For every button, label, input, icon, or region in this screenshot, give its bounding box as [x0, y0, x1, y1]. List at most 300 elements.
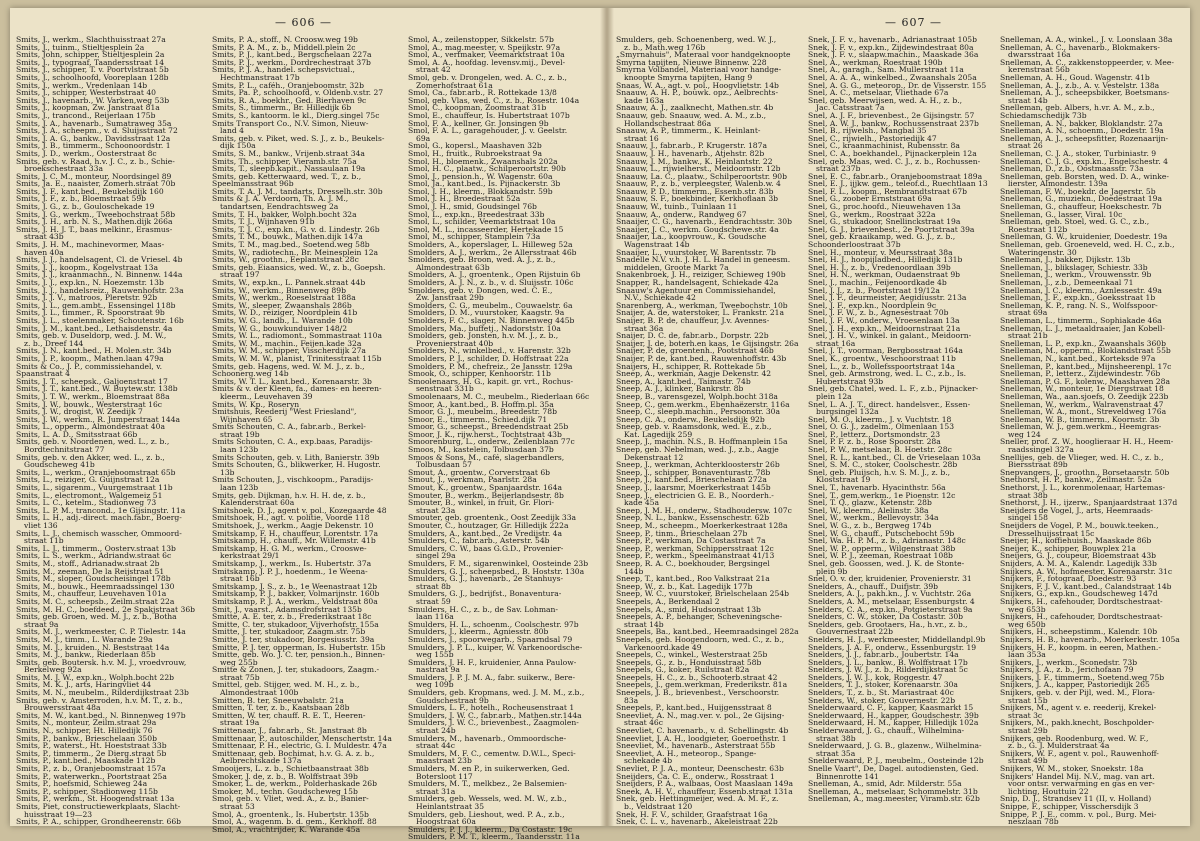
directory-entry: kerenstraat 56b	[1008, 65, 1070, 75]
directory-entry: Snel, J. F., exp.kn., Noordplein 9c	[808, 300, 937, 310]
directory-entry: Sneek, A. H. V., chauffeur, Essenb.straat 131a	[616, 786, 793, 796]
directory-entry: Sneijer, H., koffiehuish., Maaskade 86b	[1000, 536, 1152, 546]
directory-entry: Snel, C., rijwielh., Pastoriedijk 47	[808, 133, 937, 143]
directory-entry: straat 197	[220, 270, 260, 280]
directory-entry: dijk 150a	[220, 141, 256, 151]
directory-entry: Smol, J., pension.h., W. Wagenstr. 60a	[408, 171, 553, 181]
directory-entry: Smits, L. C., ketelm., Stadionweg 73	[16, 498, 157, 508]
directory-entry: Smits, W. M., schipper, Visscherdijk 27a	[212, 346, 366, 356]
directory-entry: Snel, A. A. A., winkelbed., Zwaanshals 205a	[808, 72, 977, 82]
directory-entry: Snelders, T., z. b., St. Mariastraat 40c	[808, 688, 954, 698]
directory-entry: Snel, Wa. H. P. M., z. b., Adrianastr. 148c	[808, 536, 966, 546]
directory-entry: Snel, F. L., koopm., Rembrandtstraat 67b	[808, 186, 967, 196]
directory-entry: Snaauw, P., z. b., verpleegster, Walenb.w. 4	[616, 179, 781, 189]
directory-entry: Snijkers, W. F., agent v. pol., Rauwenhoff-	[1000, 748, 1159, 758]
directory-entry: Snelleman, L. P., exp.kn., Zwaanshals 360b	[1000, 338, 1166, 348]
directory-entry: Snel, B., rijwelsh., Mangbal 35	[808, 126, 927, 136]
directory-entry: Snel, G. J., brievenbest., 2e Poortstraat 39a	[808, 224, 975, 234]
directory-entry: Smits, Piet, constructiewerkplaats, Slacht-	[16, 801, 181, 811]
directory-entry: Smolders, A. J., groentenk., Open Rijstuin 6b	[408, 270, 581, 280]
directory-entry: straat 42	[416, 65, 451, 75]
directory-entry: Smolders, A. J. N., z. b., v. d. Sluijsstr. 106c	[408, 278, 574, 287]
directory-entry: Smolders, F. C., slager, N. Binnenweg 445b	[408, 315, 575, 325]
directory-entry: Smits, geb. v. den Akker, wed. L., z. b.,	[16, 452, 165, 462]
directory-entry: Sneller, prof. Z. W., hooglieraar H. H., Heem-	[1000, 437, 1174, 447]
directory-entry: Smits, J. W., werkm., R. Jumperstraat 144a	[16, 414, 181, 424]
directory-entry: Snel, geb. Meerwijsen, wed. A. H., z. b.,	[808, 95, 963, 105]
directory-entry: Smits & Co., J. P., commissiehandel, v.	[16, 361, 163, 371]
directory-entry: land 4	[220, 126, 244, 136]
directory-entry: Snel, C. A., boekhandel., Pijnackerplein 12a	[808, 148, 977, 158]
directory-entry: Snelders, H. J., werkmeester, Middellandpl.9b	[808, 634, 986, 644]
directory-entry: Goudschestraat 9b	[416, 695, 489, 705]
directory-entry: Sneep, J., electricien G. E. B., Noorderh.-	[616, 490, 774, 500]
directory-entry: Smits, geb. Groen, wed. M. J., z. b., Botha	[16, 612, 177, 622]
directory-entry: Smits Schouten, G., blikwerker, H. Hugostr.	[212, 460, 381, 470]
directory-entry: Snel, P. W., metselaar, B. Hoetstr. 28c	[808, 445, 952, 455]
directory-entry: Smits, J., werkm., Vredenlaan 14b	[16, 80, 148, 90]
directory-entry: Smits, J., werkm., Slachthuisstraat 27a	[16, 35, 166, 44]
directory-entry: Snijkers, J., werkm., Sconedstr. 73b	[1000, 657, 1138, 667]
directory-entry: Snethorst, J. H., ijzerw., Spanjaardstraat 137d	[1000, 498, 1178, 508]
directory-entry: Smits, L. A. D., Smitsstraat 66b	[16, 429, 138, 439]
directory-entry: Smol, J. H., kleerm., Blokkandstr. 59b	[408, 186, 553, 196]
directory-entry: Smits, S., kantoorm. le kl., Dierg.singel 75c	[212, 110, 380, 120]
directory-entry: Smitten, T. ter, z. b., Kaatsbaan 28b	[212, 703, 350, 713]
directory-entry: straat 23a	[416, 505, 456, 515]
directory-entry: Snel, A. J. F., brievenbest., 2e Gijsingstr. 57	[808, 110, 975, 120]
directory-entry: straat 19b	[220, 429, 260, 439]
directory-entry: Snelleman, M., opperm., Bloklandstraat 55b	[1000, 346, 1171, 356]
directory-entry: Snel, J. J., z. b., Poortstraat 19/12a	[808, 285, 940, 295]
directory-entry: Snaijer, J. de, boterh.en kaas, 1e Gijsingstr. 26a	[616, 338, 799, 348]
directory-entry: Snijkers, H., cafehouder, Dordtschestraat-	[1000, 596, 1163, 606]
directory-entry: Smol, Ca., fabr.arb., R. Rottekade 13/8	[408, 88, 557, 98]
directory-entry: Snek, J. F. v., slaapw.machin., Maaskade 36a	[808, 50, 979, 60]
directory-entry: Smits, geb. v. Amsterroden, h.v. M. T., z. b.,	[16, 695, 183, 705]
directory-entry: Sneep, J., machin. N.S., B. Hoffmanplein 15a	[616, 437, 788, 447]
directory-entry: straat 36a	[624, 323, 664, 333]
directory-entry: Snel, T. Q., glazw., Ketenstr. 28b	[808, 498, 932, 508]
directory-entry: Sneep, W., z. b., Kat. Lagedijk 177b	[616, 581, 753, 591]
directory-entry: Smol, H., fruitk., Rubroekstraat 9a	[408, 148, 542, 158]
directory-entry: Snelleman, N., kant.bed., Korteksde 97a	[1000, 353, 1156, 363]
directory-entry: Smits, W. M. W., planist, Trinitesstraat 115b	[212, 353, 382, 363]
directory-entry: Varkenoord.kade 49	[624, 642, 702, 652]
directory-entry: Sneep, P., werkman, Da Costastraat 7a	[616, 536, 766, 546]
directory-entry: plein 12a	[816, 391, 852, 401]
directory-entry: Smits, geb. Eiaansics, wed. W., z. b., Goepsh.	[212, 262, 386, 272]
directory-entry: Snelleman, Wa., aan.sjoefs, O. Zeedijk 223b	[1000, 391, 1169, 401]
directory-entry: Snel, W., werkm., Bellevoystr. 34a	[808, 513, 939, 523]
directory-entry: Smits, J. L., gem.ambt., Essensingel 118b	[16, 300, 176, 310]
directory-entry: Smits, W. M., machin., Feijen.kade 32a	[212, 338, 362, 348]
directory-entry: Smits, W. T. L., kant.bed., Korenaarstr. 3b	[212, 376, 372, 386]
directory-entry: Smol, geb. v. Drongelen, wed. A. C., z. b.,	[408, 72, 567, 82]
directory-entry: Sneep, P., werkman, Schippersstraat 12c	[616, 543, 774, 553]
directory-entry: Snel, R. L., kant.bed., Cl. de Vrieselaan 103a	[808, 452, 981, 462]
directory-entry: Sneep, P., werkm., Speelmanstraat 41/13	[616, 551, 775, 561]
directory-entry: Snelderwaard, C. F., kapper, Kaasmarkt 15	[808, 703, 974, 713]
directory-entry: Snelleman, C. J. A., stoker, Turbiniastr. 9	[1000, 148, 1157, 158]
directory-entry: straat 9a	[24, 619, 59, 629]
directory-entry: Smits, J. W., bouwk., Westerstraat 16c	[16, 399, 163, 409]
directory-entry: straat 59	[416, 596, 451, 606]
directory-entry: Smits, M., chauffeur, Leuvehaven 101a	[16, 589, 167, 599]
directory-entry: Smits, P. A. M., z. b., Middell.plein 2c	[212, 42, 356, 52]
directory-entry: Sneepels, J. B., brievenbest., Verschoorstr.	[616, 688, 780, 698]
directory-entry: Snelders, J. J., fabr.arb., Joubertstr. 14a	[808, 650, 959, 660]
directory-entry: Sneep, M., scheepm., Moerkerkestraat 128a	[616, 521, 788, 530]
directory-entry: Smyrna Volbandel, Materiaal voor handge-	[616, 65, 782, 75]
directory-entry: Smits, geb. v. Duseldorp, wed. J. M. W.,	[16, 331, 167, 341]
directory-entry: 13b	[220, 467, 235, 477]
directory-entry: Smol, A., vrachtrijder, K. Warande 45a	[212, 824, 361, 834]
directory-entry: Smits, P., hoefsmid, Schieweg 24a	[16, 779, 148, 789]
directory-entry: Smulders, M., havenarb., Ommoordsche-	[408, 733, 567, 743]
directory-entry: Smol, geb. Vlas, wed. C., z. b., Rosestr. 104a	[408, 95, 580, 105]
directory-entry: Snaauw, A., onderw., Randweg 67	[616, 209, 747, 219]
directory-entry: z. b., Dreef 144	[24, 338, 84, 348]
directory-entry: Smits, J. H., arb. N. S., Mathen.dijk 266a	[16, 217, 173, 227]
directory-entry: Snel, A., garagh., Sam. Mullerstraat 11a	[808, 65, 964, 75]
directory-entry: Smits, J. H. M., machinevormer, Maas-	[16, 240, 165, 250]
directory-entry: Sneep, W. C., vuurstoker, Brielschelaan 254b	[616, 589, 790, 599]
directory-entry: Snelleman, W., monteur, 1e Diergstraat 18	[1000, 384, 1164, 394]
directory-entry: Smulders, C., fabr.arb., Asterstr. 54b	[408, 536, 550, 546]
directory-entry: Smolders, P. M., chefreiz., 2e Jansstr. 129a	[408, 361, 573, 371]
directory-entry: Smoor, E., timmerm., Schied.dijk 71	[408, 414, 548, 424]
directory-entry: Smol, G., kopersl., Maashaven 32b	[408, 141, 542, 151]
directory-entry: Snijders, A. M. A., Kalendr. Lagedijk 33b	[1000, 558, 1157, 568]
directory-entry: Smulders, H. C., z. b., de Sav. Lohman-	[408, 604, 558, 614]
directory-entry: Snelders, geb. Grootaers, Ha., h.vr., z. b.,	[808, 619, 968, 629]
directory-entry: Snijkers, J. A., z. b., Jerichofaan 79	[1000, 665, 1134, 675]
directory-entry: Snel, A. W. J., bankw., Rochussenstraat 237b	[808, 118, 979, 128]
directory-entry: Snellijes, geb. de Vlieger, wed. H. C., z. b.,	[1000, 452, 1164, 462]
directory-entry: Spaanstraat 4	[16, 369, 70, 379]
directory-entry: Smits, M. J., werkmeester, C. P. Tielestr. 14a	[16, 627, 186, 637]
directory-entry: Snijkers, H. F., koopm. in eeren, Mathen.-	[1000, 642, 1161, 652]
directory-entry: Sneepels, Ba., kant.bed., Heemraadsingel 282a	[616, 627, 799, 637]
directory-entry: lierster, Almondestr. 139a	[1008, 179, 1108, 189]
directory-entry: Smulders, J. P. J. M. A., fabr. suikerw., Bere-	[408, 672, 576, 682]
directory-entry: Smits, P., z. b., Oranjeboomstraat 157a	[16, 764, 166, 773]
directory-entry: Sneep, C., gem.werkm., Ebenhaëzerstr. 116a	[616, 399, 790, 409]
directory-entry: Snek, J. F. v., havenarb., Adrianastraat 105b	[808, 35, 977, 44]
directory-entry: Hoogstraat 60a	[416, 817, 476, 827]
directory-entry: Smulders, geb. Kropmans, wed. J. M. M., z.b.,	[408, 688, 585, 698]
directory-entry: Smits, J. F., kant.bed., Beukelsdijk 160	[16, 186, 164, 196]
directory-entry: laan 353a	[1008, 650, 1046, 660]
directory-entry: knoopte Smyrna tapijten, Hang 9	[624, 72, 753, 82]
directory-entry: Smits, J. P., koopm., Mathen.laan 479a	[16, 353, 164, 363]
directory-entry: Snelders, J. L., bankw., B. Wolffstraat 17b	[808, 657, 968, 667]
directory-entry: straat 3c	[1008, 710, 1043, 720]
directory-entry: Snaijer, B. P. de, chauffeur, J.v. Avennes-	[616, 315, 770, 325]
directory-entry: Smits, P. A., stoff., N. Croosw.weg 19b	[212, 35, 358, 44]
directory-entry: Smits Transport Co., N.V. Simon, Nieuw-	[212, 118, 369, 128]
directory-entry: kade 45a	[624, 498, 660, 508]
directory-entry: Snelleman, G., muziekn., Doedestraat 19a	[1000, 194, 1162, 204]
directory-entry: kerkstraat 29/1	[220, 551, 280, 561]
directory-entry: Sneep, J., schipper, Bonaventurastr. 78b	[616, 467, 771, 477]
directory-entry: Snaaijer, La., koopvrouw., K. Goudsche	[616, 232, 767, 242]
directory-entry: Snaauw's Agentuur en Commissiehandel,	[616, 285, 776, 295]
directory-entry: Smits Schouten, C. A., exp.baas, Paradijs-	[212, 437, 373, 447]
directory-entry: Sneepels, P., kant.bed., Huijgensstraat 8	[616, 703, 772, 713]
directory-entry: Smitte & Zonen, J. ter, stukadoors, Zaagm.-	[212, 665, 380, 675]
directory-entry: Smits, J. W., drogist, W. Zeedijk 7	[16, 407, 143, 417]
directory-entry: Snel, J. F. W., z. b., Agnesestraat 70b	[808, 308, 949, 318]
directory-entry: Snapper, R., handelsagent, Schiekade 42a	[616, 278, 779, 287]
directory-entry: Smolders, N., winkelbed., v. Harenstr. 32b	[408, 346, 571, 356]
directory-entry: Snelleman, W. B., timmerm., Koornstr. 3b	[1000, 414, 1160, 424]
directory-entry: Smits, John, schipper, Stieltjesplein 2a	[16, 50, 165, 60]
directory-entry: Sneijders, Ca. C. E., onderw., Rosstraat 1	[616, 771, 775, 781]
directory-entry: Snel, K., groentw., Veschoorstraat 11b	[808, 353, 956, 363]
directory-entry: Smits Schouten, geb. v. Lith, Banierstr. 39b	[212, 452, 380, 462]
directory-entry: Snel, A. G. G., meteorop., Dr. de Visserstr. 155	[808, 80, 987, 90]
directory-entry: Snaijer, P. de, kant.bed., Rauwenhoffstr. 43b	[616, 353, 787, 363]
directory-entry: Snelleman, G., lasser, Viral. 10c	[1000, 209, 1123, 219]
directory-entry: Schiedamschedijk 73b	[1000, 110, 1087, 120]
directory-entry: Snelleman, W. J., gem.werkm., Heemgras-	[1000, 422, 1162, 432]
directory-entry: Sneepels, A., smid, Hudsonstraat 13b	[616, 604, 761, 614]
directory-entry: Snakenbroek, J. H., reiziger, Schieweg 190b	[616, 270, 786, 280]
directory-entry: Smits, J., typograaf, Taandersstraat 14	[16, 57, 165, 67]
directory-entry: Snaijers, H., schipper, R. Rottekade 5b	[616, 361, 766, 371]
directory-entry: neszlaan 78b	[1008, 817, 1059, 827]
directory-entry: Smits, geb. Hagens, wed. W. M. J., z. b.,	[212, 361, 365, 371]
directory-entry: laan 116a	[416, 612, 454, 622]
directory-entry: b., Veldstraat 120	[624, 801, 693, 811]
directory-entry: Smoor, G. J., meubelm., Breedestr. 78b	[408, 407, 557, 417]
directory-entry: Smol, J. H., Broedestraat 52a	[408, 194, 521, 204]
directory-entry: Sneep, J., werkman, Achterkloosterstr 26b	[616, 460, 780, 470]
directory-entry: Smulders, F. M., sigarenwinkel, Oosteinde 23b	[408, 558, 589, 568]
directory-entry: Smits, P., bankw., Brieschelaan 350b	[16, 733, 157, 743]
directory-entry: weg 109b	[416, 680, 454, 690]
directory-entry: Bordtechnitstraat 77	[24, 445, 105, 455]
directory-entry: Snelderwaard, J. G. B., glazenw., Wilhelmina-	[808, 741, 982, 751]
directory-entry: Smits, P., waterst., Ht. Hoeststraat 33b	[16, 741, 167, 751]
directory-entry: Smits, T., sleepb.kapit., Nassaulaan 19a	[212, 164, 366, 174]
directory-entry: Snelders, C. A., exp.kn., Potgieterstraat 9a	[808, 604, 973, 614]
directory-entry: Smits, P., schipper, Stadionweg 115b	[16, 786, 158, 796]
directory-entry: Smoolenaars, H. G., kapit. gr. vrt., Rochus-	[408, 376, 574, 386]
directory-entry: Smitte, A. E. ter, z. b., Frederikstraat 18c	[212, 612, 372, 622]
directory-entry: Snek, geb. Hettingmeijer, wed. A. M. F., z.	[616, 794, 779, 804]
directory-entry: Snijkers, F. J. V., kant.bed., Calandstraat 14b	[1000, 581, 1172, 591]
directory-entry: Snel, O. G. J., zadelm., Olmenlaan 153	[808, 422, 955, 432]
directory-entry: Snelleman, P., kant.bed., Mijnsheerenpl. 17c	[1000, 361, 1172, 371]
directory-entry: Snel, J., machin., Feijenoordkade 4b	[808, 278, 947, 287]
page-number-right: — 607 —	[885, 16, 942, 29]
directory-entry: N.V., Schiekade 42	[624, 293, 696, 303]
directory-entry: Snel, J. F., deurmeister, Aegidiusstr. 213a	[808, 293, 967, 303]
directory-entry: straat 53	[220, 801, 255, 811]
directory-entry: Snaauw, S. F., boekbinder, Kerkhoflaan 3b	[616, 194, 779, 204]
directory-entry: Smyrna tapijten, Nieuwe Binnenw. 228	[616, 57, 767, 67]
directory-entry: Smits, L. J., chemisch wasscher, Ommoord-	[16, 528, 182, 538]
directory-entry: Snaauw, La. C., plaatw., Schilperoortstr. 90b	[616, 171, 787, 181]
directory-entry: Smits, W., werkm., Binnenweg 89b	[212, 285, 346, 295]
directory-entry: Snijkers, A. W., hofmeester, Korenaarstr. 31c	[1000, 566, 1173, 576]
directory-entry: Almondestraat 63b	[416, 262, 490, 272]
directory-entry: Sneep, geb. Nebelman, wed. J., z.b., Aagje	[616, 445, 779, 455]
directory-entry: Snijkers, H., cafehouder, Dordtschestraat-	[1000, 612, 1163, 622]
directory-entry: Snelleman, J. F., exp.kn., Goeksstraat 1b	[1000, 293, 1156, 303]
directory-entry: Snel, A., werkman, Roestraat 190b	[808, 57, 943, 67]
directory-entry: Dekenstraat 12	[624, 452, 684, 462]
directory-entry: Smitte, J. ter, stukadoor, Borgesiusstr. 39a	[212, 634, 375, 644]
directory-entry: Snelleman, P., letterz., Zijdewindestr. 76b	[1000, 369, 1161, 379]
directory-entry: Snel, W. P. J., zeeman, Roestraat 108b	[808, 551, 953, 561]
directory-entry: Snelleman, geb. Stoel, wed. G. C., z.b.,	[1000, 217, 1150, 227]
directory-entry: Sneepels, H. C., z. b., Schooterb.straat 42	[616, 672, 778, 682]
directory-entry: Smit, J., vaarst., Adamsdrofstraat 135b	[212, 604, 362, 614]
directory-entry: Smits, W. L., radiomont., Sommastraat 110a	[212, 331, 382, 341]
directory-entry: Smoos, M., kastelein, Tolbusdaan 37b	[408, 445, 554, 455]
directory-entry: Smitskamp, P. J., bakker, Volmarijnstr. 160b	[212, 589, 380, 599]
directory-entry: Smits, M. H. C., boefdeed., 2e Spakjstraat 36b	[16, 604, 196, 614]
directory-entry: Kalenderstraat 60a	[220, 498, 295, 508]
directory-entry: Speelmansstraat 96b	[212, 179, 294, 189]
directory-entry: Snel, G., zoober Ernststraat 69a	[808, 194, 932, 204]
directory-entry: Smits, J. J., koopm., Kogelvstraat 13a	[16, 262, 159, 272]
directory-entry: Snelders, A. J., pakh.kn., J. v. Vuchtstr. 26a	[808, 589, 972, 599]
directory-entry: huisstraat 19—23	[24, 809, 93, 819]
directory-entry: Smits, M., sloper, Goudscheisingel 178b	[16, 574, 171, 584]
directory-entry: Sneijders de Vogel, J., arts, Heemraads-	[1000, 505, 1153, 515]
directory-entry: Snelders, J. W. J., kok, Roggestr. 47	[808, 672, 943, 682]
directory-entry: z. b., G. J. Mulderstraat 4a	[1008, 741, 1110, 751]
directory-entry: Snel, geb. Maas, wed. C. J., z. b., Rochussen-	[808, 156, 981, 166]
directory-entry: Wijnhaven 65	[220, 414, 273, 424]
directory-entry: Smoker, L. de, werkm., Polderhaskade 26b	[212, 779, 377, 789]
directory-column-1	[16, 35, 206, 827]
directory-entry: Snel, G., werkm., Roostraat 322a	[808, 209, 936, 219]
directory-entry: Snaas, W. A., agt. v. pol., Hoogvlietstr. 14b	[616, 80, 779, 90]
directory-entry: Sneep, R. A. C., boekhouder, Bergsingel	[616, 558, 770, 568]
directory-entry: Gouvernestraat 22b	[816, 627, 893, 637]
directory-entry: Smits, L., electromont., Walgemeiz 51	[16, 490, 163, 500]
directory-entry: Snelleman, A. J., z.b., A. v. Vestelstr. 138a	[1000, 80, 1160, 90]
directory-entry: Snelders, C. W., stoker, Da Costastr. 30b	[808, 612, 964, 622]
directory-entry: Snel, S. M. C., stoker, Coolschestr. 28b	[808, 460, 958, 470]
directory-entry: Sneep, A. J., klinker, Bankrstr. 8b	[616, 384, 744, 394]
directory-entry: Smits, geb. v. Noordenen, wed. L., z. b.,	[16, 437, 170, 447]
directory-entry: Wagenstraat 14b	[624, 240, 690, 250]
directory-entry: Smolders, geb. Jonsten, h.v. M. J., z. b.,	[408, 331, 559, 341]
directory-entry: Snaaijer, L., vuurstoker, W. Barentsstr. 7b	[616, 247, 776, 257]
directory-entry: Smits, J. J., exp.kn., N. Hoezemstr. 13b	[16, 278, 164, 287]
directory-entry: Snel, L. A. J. T., direct. handelsver., Essen-	[808, 399, 971, 409]
directory-entry: Snelleman, A. N., schoenm., Doedestr. 19a	[1000, 126, 1164, 136]
directory-entry: Smits, M. J., timm., L. Warande 29a	[16, 634, 153, 644]
directory-entry: Snelders, A., chauff., Duifjstr. 39b	[808, 581, 939, 591]
directory-entry: Smout, J., werkman, Paarlstr. 28a	[408, 475, 537, 485]
directory-entry: Brouwersstraat 48a	[24, 703, 101, 713]
directory-entry: Smits, W., sleeper, Zwaanshals 286b	[212, 300, 352, 310]
directory-entry: Snel, geb. Armstrong, wed. L. C., z.b., Is.	[808, 369, 967, 379]
directory-entry: Sneep, J., kant.bed., Brieschelaan 272a	[616, 475, 767, 485]
directory-entry: Smits, J., schipper, T. v. Poortvlstraat 5b	[16, 65, 169, 75]
directory-entry: Smits, J. A., havenarb., Sumatraweg 35a	[16, 118, 172, 128]
directory-entry: Snel, T., havenarb. Hyacinthstr. 56a	[808, 483, 946, 493]
directory-entry: Snel, E. C., fabr.arb., Oranjeboomstraat 189a	[808, 171, 983, 181]
directory-entry: 144b	[624, 566, 644, 576]
directory-entry: Snel, J. H. V., winkel. in galant., Meidoorn-	[808, 331, 972, 341]
directory-entry: Smits, M., bouwk., Heemraadssingel 130	[16, 581, 175, 591]
directory-entry: Smitten, B. ter, Sneeuwbalstr. 21a	[212, 695, 344, 705]
directory-entry: Sneepels, G., z. b., Honduisstraat 58b	[616, 657, 762, 667]
directory-entry: Smits, J. B., timmerm., Schoonoordstr. 1	[16, 141, 171, 151]
directory-entry: Snelleman, P. G. F., kolenw., Maashaven 28a	[1000, 376, 1170, 386]
directory-entry: Smits, L. P. M., trancond., 1e Gijsingstr. 11a	[16, 505, 186, 515]
directory-entry: Smits, J. M., kant.bed., Lethaisdenstr. 4a	[16, 323, 173, 333]
directory-entry: straat 8b	[416, 581, 451, 591]
directory-entry: Smol, J. H., smid, Goudsingel 76b	[408, 202, 537, 212]
directory-entry: Smits, geb. v. Raad, h.v. J. C., z. b., Schie-	[16, 156, 175, 166]
directory-entry: Smits, J. L., stoelenmaker, Schoutenstr. 16b	[16, 315, 184, 325]
directory-column-2	[212, 35, 402, 834]
directory-entry: Snijkers' Handel Mij. N.V., mag. van art.	[1000, 771, 1155, 781]
directory-entry: Smolders, geb. v. Dongen, wed. C. E.,	[408, 285, 553, 295]
directory-entry: straat 46c	[624, 718, 664, 728]
directory-entry: Smitte, C. ter, stukadoor, Vijverhofstr. 155a	[212, 619, 379, 629]
directory-entry: Snelleman, A., metselaar, Schommelstr. 31b	[808, 786, 978, 796]
directory-entry: straat 11b	[24, 536, 64, 546]
directory-entry: Roestraat 112b	[1008, 224, 1068, 234]
directory-entry: Smitshoek, D. J., agent v. pol., Kozegaarde 48	[212, 505, 387, 515]
directory-entry: Smits, M. J. W., exp.kn., Wolph.bocht 22b	[16, 672, 175, 682]
directory-entry: Smits, T. M., mag.bed., Soetend.weg 58b	[212, 240, 370, 250]
directory-entry: Snelleman, G. W., kruidenier, Doedestr. 19a	[1000, 232, 1168, 242]
directory-entry: Snelleman, F. W., boekdr. de Jagerstr. 5b	[1000, 186, 1156, 196]
directory-entry: Smitskamp, F. H., chauffeur, Lorentstr. 17a	[212, 528, 378, 538]
directory-entry: Smol, A. A., hoofdag. levensv.mij., Devel-	[408, 57, 566, 67]
directory-entry: Snaauw, P. D., timmerm., Essenb.str. 83b	[616, 186, 774, 196]
directory-entry: Snelleman, C. J. G., exp.kn., Engelschestr. 4	[1000, 156, 1169, 166]
directory-entry: straat 16a	[816, 338, 856, 348]
directory-entry: Smits, J. G., z. b., Gouloschekade 19	[16, 202, 155, 212]
directory-entry: Snijkers, J. F., timmerm., Soetend.weg 75b	[1000, 672, 1165, 682]
directory-entry: Smits, J. L., timmer., R. Spoorstraat 9b	[16, 308, 165, 318]
directory-entry: straat 35a	[816, 748, 856, 758]
directory-entry: Smits, J., havenarb., W. Varken,weg 53b	[16, 95, 170, 105]
directory-entry: Snaijer, P. de, groentenh., Pootstraat 46b	[616, 346, 774, 356]
directory-entry: Snel, W. P., opperm., Wilgenstraat 38b	[808, 543, 956, 553]
directory-entry: Smol, H., bloemenk., Zwaanshals 202a	[408, 156, 558, 166]
directory-entry: Sneep, C. A., onderw., Beukelsdijk 92b	[616, 414, 765, 424]
directory-entry: „Smyrnahuis", Materaal voor handgeknoopte	[616, 50, 791, 60]
directory-entry: straat 16	[624, 133, 659, 143]
directory-entry: Smits, J. J., kraanmachn., N. Binnenw. 144a	[16, 270, 183, 280]
directory-entry: Smits, L., reiziger, G. Guijnstraat 12a	[16, 475, 160, 485]
directory-entry: Smits, N., monteur, Zeilm.straat 29a	[16, 718, 157, 728]
directory-entry: Snarenberg, A., werkman, Tweebochstr. 10b	[616, 300, 788, 310]
directory-entry: z. b., Math.weg 176b	[624, 42, 706, 52]
directory-entry: Smoolenaars, M. C., meubelm., Riederlaan 66c	[408, 391, 590, 401]
directory-entry: Smits, L., sigarenm., Vuurgemstraat 11b	[16, 483, 173, 493]
directory-entry: Zomerhofstraat 61a	[416, 80, 493, 90]
directory-entry: Sneevliet, M., havenarb., Asterstraat 55b	[616, 741, 776, 751]
directory-entry: Sneijders de Vogel, P. M., bouwk.teeken.,	[1000, 521, 1159, 530]
directory-entry: Hollandschestraat 86a	[624, 118, 712, 128]
directory-entry: Smits, L. J., timmerm., Oosterv.straat 13b	[16, 543, 176, 553]
